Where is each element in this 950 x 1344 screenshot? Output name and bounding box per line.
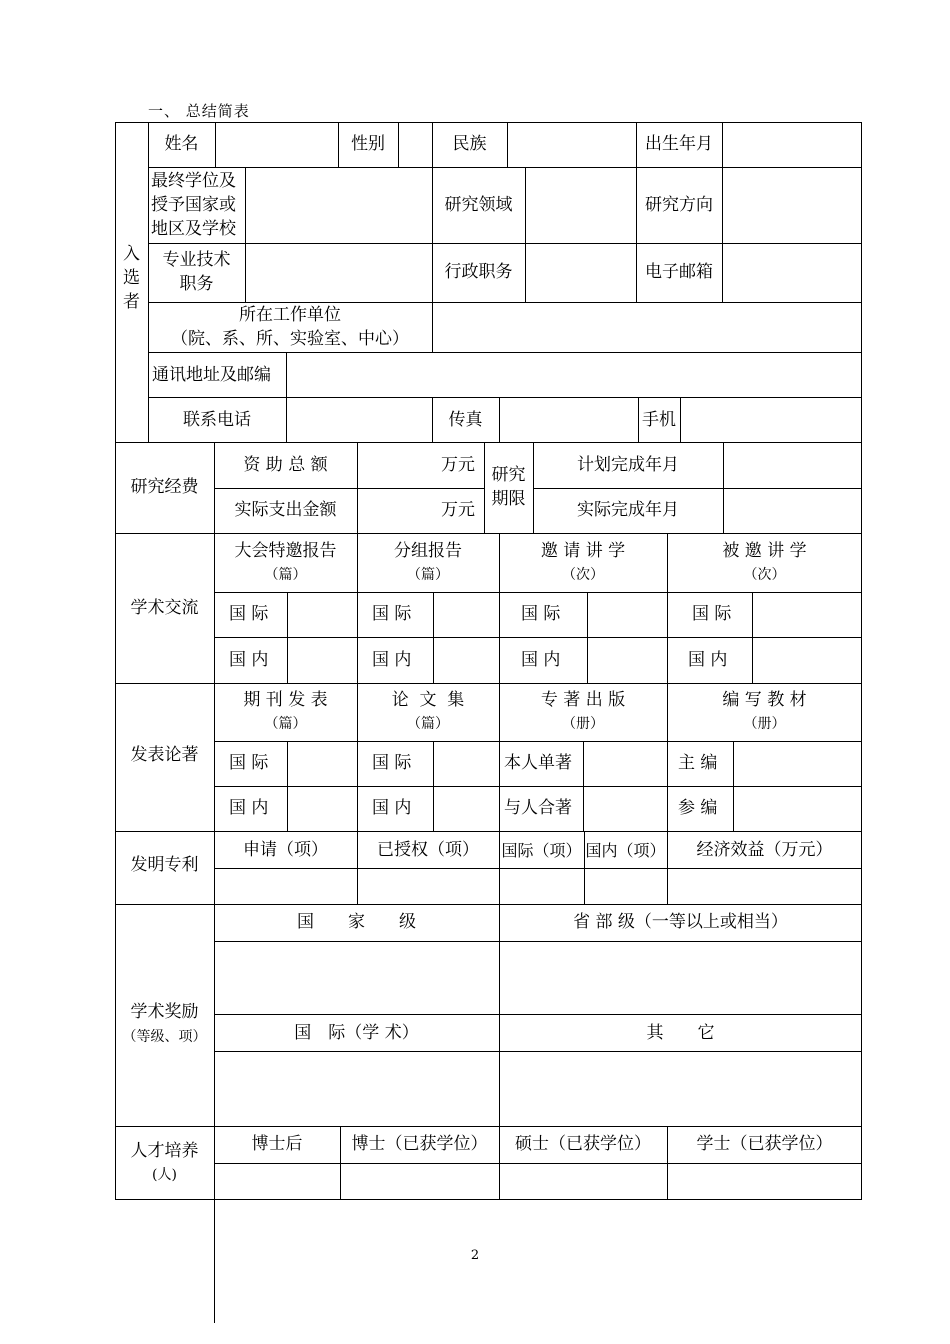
work-unit-label-line1: 所在工作单位 (239, 305, 341, 325)
tech-title-label-line1: 专业技术 (162, 250, 231, 270)
awards-label-line2: （等级、项） (122, 1029, 207, 1045)
talent-label-line2: (人) (152, 1167, 177, 1183)
patent-apply-label: 申请（项） (243, 840, 328, 860)
pub-chief-editor: 主 编 (678, 753, 718, 773)
fax-label: 传真 (448, 410, 483, 430)
exchange-col1-label: 大会特邀报告 (234, 541, 337, 561)
talent-label-line1: 人才培养 (130, 1141, 199, 1161)
pub-col1-unit: （篇） (264, 716, 307, 732)
degree-label-line3: 地区及学校 (151, 219, 236, 239)
pub-col4-unit: （册） (743, 716, 786, 732)
patents-label: 发明专利 (130, 855, 199, 875)
candidate-section-label: 入选者 (123, 244, 140, 312)
talent-postdoc-label: 博士后 (251, 1134, 303, 1154)
pub-sole-author: 本人单著 (504, 753, 572, 773)
pub-col3-label: 专 著 出 版 (540, 690, 626, 710)
pub-domestic-2: 国 内 (372, 798, 412, 818)
section-heading: 一、 总结简表 (148, 102, 250, 120)
exchange-intl-1: 国 际 (229, 604, 269, 624)
exchange-domestic-1: 国 内 (229, 650, 269, 670)
exchange-label: 学术交流 (130, 598, 199, 618)
admin-label: 行政职务 (444, 262, 513, 282)
field-label: 研究领域 (444, 195, 513, 215)
plan-end-label: 计划完成年月 (577, 455, 679, 475)
exchange-col2-unit: （篇） (407, 567, 449, 583)
gender-label: 性别 (351, 134, 385, 154)
period-label-line1: 研究 (491, 465, 526, 485)
exchange-intl-3: 国 际 (521, 604, 561, 624)
pub-col2-label: 论 文 集 (391, 690, 465, 710)
award-national-label: 国 家 级 (297, 912, 416, 932)
exchange-col3-unit: （次） (562, 567, 604, 583)
birth-label: 出生年月 (645, 134, 713, 154)
awards-label-line1: 学术奖励 (130, 1002, 199, 1022)
exchange-domestic-4: 国 内 (688, 650, 728, 670)
exchange-col3-label: 邀 请 讲 学 (540, 541, 626, 561)
talent-bachelor-label: 学士（已获学位） (696, 1134, 833, 1154)
publications-label: 发表论著 (130, 745, 199, 765)
exchange-domestic-2: 国 内 (372, 650, 412, 670)
exchange-intl-2: 国 际 (372, 604, 412, 624)
award-international-label: 国 际（学 术） (294, 1023, 419, 1043)
exchange-col4-unit: （次） (743, 567, 786, 583)
exchange-domestic-3: 国 内 (521, 650, 561, 670)
pub-col4-label: 编 写 教 材 (722, 690, 807, 710)
award-other-label: 其 它 (646, 1023, 715, 1043)
pub-intl-2: 国 际 (372, 753, 412, 773)
phone-label: 联系电话 (183, 410, 251, 430)
work-unit-label-line2: （院、系、所、实验室、中心） (171, 329, 409, 349)
exchange-col1-unit: （篇） (264, 567, 307, 583)
funding-unit-total: 万元 (441, 455, 475, 475)
pub-assoc-editor: 参 编 (678, 798, 718, 818)
patent-benefit-label: 经济效益（万元） (696, 840, 833, 860)
patent-intl-label: 国际（项） (501, 841, 582, 860)
exchange-col2-label: 分组报告 (394, 541, 462, 561)
period-label-line2: 期限 (491, 489, 526, 509)
patent-domestic-label: 国内（项） (585, 841, 666, 860)
degree-label-line1: 最终学位及 (151, 171, 236, 191)
address-label: 通讯地址及邮编 (152, 365, 271, 385)
actual-end-label: 实际完成年月 (577, 500, 679, 520)
pub-domestic-1: 国 内 (229, 798, 269, 818)
pub-col2-unit: （篇） (407, 716, 449, 732)
award-provincial-label: 省 部 级（一等以上或相当） (573, 912, 788, 932)
talent-phd-label: 博士（已获学位） (351, 1134, 488, 1154)
name-label: 姓名 (164, 134, 199, 154)
pub-co-author: 与人合著 (504, 798, 572, 818)
degree-label-line2: 授予国家或 (151, 195, 236, 215)
ethnicity-label: 民族 (452, 134, 487, 154)
exchange-intl-4: 国 际 (692, 604, 732, 624)
exchange-col4-label: 被 邀 讲 学 (722, 541, 807, 561)
funding-unit-actual: 万元 (441, 500, 475, 520)
funding-actual-label: 实际支出金额 (234, 500, 337, 520)
patent-granted-label: 已授权（项） (377, 840, 479, 860)
tech-title-label-line2: 职务 (179, 274, 214, 294)
pub-col1-label: 期 刊 发 表 (243, 690, 328, 710)
funding-total-label: 资 助 总 额 (243, 455, 328, 475)
email-label: 电子邮箱 (645, 262, 713, 282)
summary-table (115, 122, 862, 1200)
talent-master-label: 硕士（已获学位） (515, 1134, 651, 1154)
direction-label: 研究方向 (645, 195, 713, 215)
funding-label: 研究经费 (130, 477, 199, 497)
pub-intl-1: 国 际 (229, 753, 269, 773)
page-number: 2 (470, 1248, 480, 1263)
mobile-label: 手机 (642, 410, 676, 430)
pub-col3-unit: （册） (562, 716, 604, 732)
